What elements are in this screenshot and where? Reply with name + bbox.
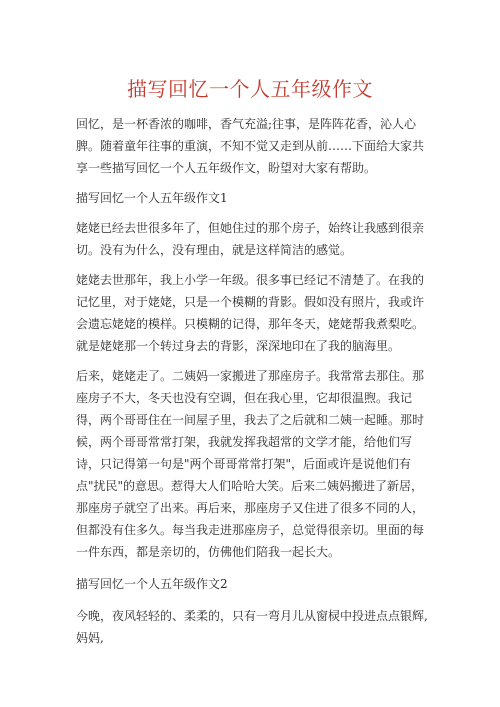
essay-1-paragraph: 姥姥已经去世很多年了，但她住过的那个房子，始终让我感到很亲切。没有为什么，没有理由，就是这样简洁的感觉。 (76, 221, 425, 257)
essay-1-paragraph: 姥姥去世那年，我上小学一年级。很多事已经记不清楚了。在我的记忆里，对于姥姥，只是一个模糊的背影。假如没有照片，我或许会遗忘姥姥的模样。只模糊的记得，那年冬天，姥姥帮我煮梨吃。就是姥姥那一个转过身去的背影，深深地印在了我的脑海里。 (76, 273, 425, 353)
essay-2-heading: 描写回忆一个人五年级作文2 (76, 577, 228, 591)
document-body (76, 113, 432, 649)
essay-1-paragraph: 后来，姥姥走了。二姨妈一家搬进了那座房子。我常常去那住。那座房子不大，冬天也没有空调，但在我心里，它却很温煦。我记得，两个哥哥住在一间屋子里，我去了之后就和二姨一起睡。那时候，两个哥哥常常打架，我就发挥我超常的文学才能，给他们写诗，只记得第一句是"两个哥哥常常打架"，后面或许是说他们有点"扰民"的意思。惹得大人们哈哈大笑。后来二姨妈搬进了新居，那座房子就空了出来。再后来，那座房子又住进了很多不同的人，但都没有住多久。每当我走进那座房子，总觉得很亲切。里面的每一件东西，都是亲切的，仿佛他们陪我一起长大。 (76, 369, 425, 559)
document-title: 描写回忆一个人五年级作文 (127, 77, 373, 101)
essay-1-heading: 描写回忆一个人五年级作文1 (76, 191, 228, 205)
essay-2-paragraph: 今晚，夜风轻轻的、柔柔的，只有一弯月儿从窗棂中投进点点银辉,妈妈, (76, 609, 428, 645)
intro-paragraph: 回忆，是一杯香浓的咖啡，香气充溢;往事，是阵阵花香，沁人心脾。随着童年往事的重演，不知不觉又走到从前……下面给大家共享一些描写回忆一个人五年级作文，盼望对大家有帮助。 (76, 117, 425, 175)
